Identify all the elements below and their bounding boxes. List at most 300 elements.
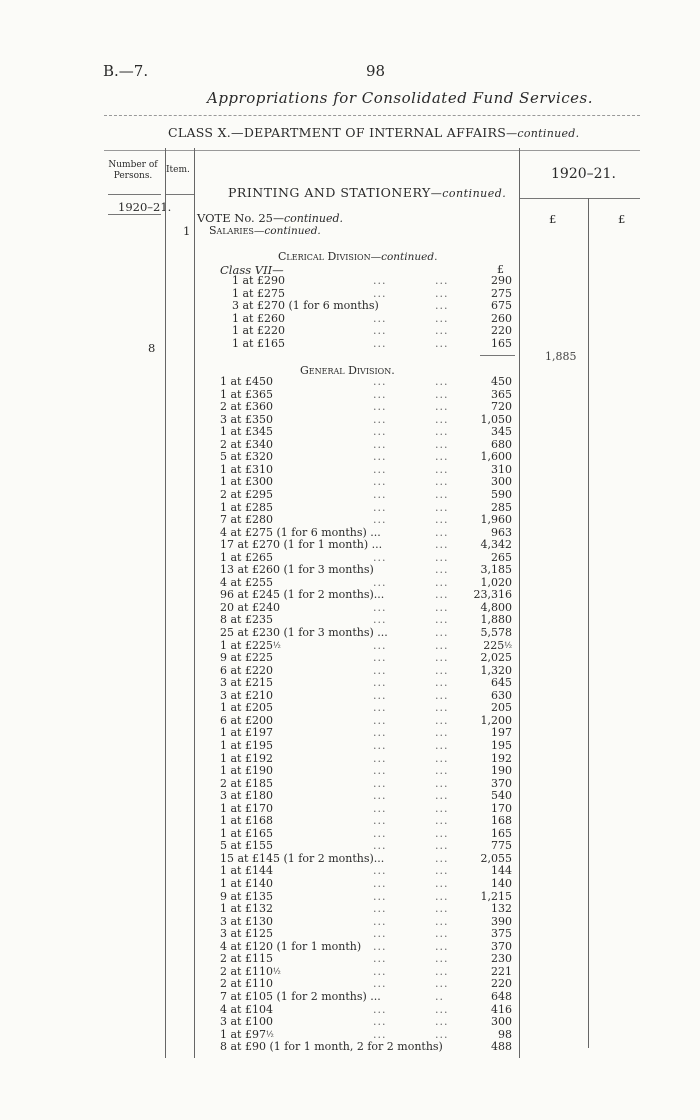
general-division-heading: General Division. <box>300 364 395 377</box>
salary-amount-value: 645 <box>491 676 512 690</box>
salary-rate-text: 1 at £197 <box>220 726 273 740</box>
salary-amount-value: 1,320 <box>480 663 512 677</box>
salary-amount <box>491 1041 512 1054</box>
leader-dots: ... <box>373 437 387 451</box>
leader-dots: ... <box>435 826 449 840</box>
salary-amount-value: 648 <box>491 989 512 1003</box>
leader-dots: ... <box>373 839 387 853</box>
leader-dots: ... <box>435 613 449 627</box>
salary-amount-value: 300 <box>491 1015 512 1029</box>
leader-dots: ... <box>435 538 449 552</box>
salary-row <box>0 828 700 841</box>
salary-amount-value: 2,025 <box>480 651 512 665</box>
salary-amount-value: 205 <box>491 701 512 715</box>
salary-row <box>0 439 700 452</box>
leader-dots: ... <box>373 939 387 953</box>
salary-row <box>0 702 700 715</box>
salary-rate-text: 1 at £310 <box>220 462 273 476</box>
salary-rate-text: 3 at £180 <box>220 789 273 803</box>
leader-dots: ... <box>435 387 449 401</box>
salary-rate-text: 1 at £275 <box>232 286 285 300</box>
salary-row <box>0 275 700 288</box>
leader-dots: ... <box>435 952 449 966</box>
salary-rate-text: 1 at £132 <box>220 902 273 916</box>
salary-rate-text: 1 at £168 <box>220 814 273 828</box>
salary-amount-value: 540 <box>491 789 512 803</box>
salary-rate-text: 25 at £230 (1 for 3 months) ... <box>220 626 388 639</box>
salary-rate-fraction: ½ <box>265 1029 274 1039</box>
salary-row <box>0 815 700 828</box>
item-heading-rule <box>166 194 194 195</box>
leader-dots: ... <box>373 814 387 828</box>
class-title-cont: —continued. <box>506 127 580 140</box>
leader-dots: ... <box>373 663 387 677</box>
salary-row <box>0 502 700 515</box>
leader-dots: ... <box>373 286 387 300</box>
salary-rate-text: 9 at £225 <box>220 651 273 665</box>
leader-dots: ... <box>373 964 387 978</box>
leader-dots: ... <box>435 437 449 451</box>
salary-row <box>0 878 700 891</box>
salary-row <box>0 313 700 326</box>
salary-rate-text: 7 at £105 (1 for 2 months) ... <box>220 989 381 1003</box>
salary-rate-text: 1 at £345 <box>220 425 273 439</box>
salary-amount-value: 5,578 <box>480 626 512 639</box>
salary-row <box>0 602 700 615</box>
leader-dots: ... <box>435 726 449 740</box>
class-title <box>168 125 579 140</box>
table-top-rule <box>104 150 640 151</box>
leader-dots: ... <box>435 550 449 564</box>
salary-row <box>0 338 700 351</box>
salary-rate-text: 17 at £270 (1 for 1 month) ... <box>220 538 383 552</box>
leader-dots: ... <box>435 311 449 325</box>
leader-dots: ... <box>435 324 449 338</box>
salary-rate-text: 1 at £225 <box>220 638 273 652</box>
leader-dots: ... <box>435 651 449 665</box>
leader-dots: ... <box>435 575 449 589</box>
leader-dots: ... <box>373 701 387 715</box>
salary-amount-value: 450 <box>491 375 512 388</box>
leader-dots: ... <box>435 776 449 790</box>
salary-rate-text: 3 at £130 <box>220 914 273 928</box>
salary-row <box>0 627 700 640</box>
clerical-division-cont: —continued. <box>370 251 438 263</box>
salary-rate-fraction: ½ <box>272 966 281 976</box>
leader-dots: ... <box>435 425 449 439</box>
salary-amount-value: 365 <box>491 387 512 401</box>
leader-dots: ... <box>373 1015 387 1029</box>
salary-rate-text: 2 at £110 <box>220 977 273 991</box>
salary-amount-value: 265 <box>491 550 512 564</box>
leader-dots: ... <box>373 889 387 903</box>
leader-dots: ... <box>373 713 387 727</box>
leader-dots: ... <box>373 738 387 752</box>
salary-rate-text: 1 at £450 <box>220 375 273 388</box>
salary-amount-value: 220 <box>491 324 512 338</box>
salary-rate-text: 4 at £104 <box>220 1002 273 1016</box>
leader-dots: ... <box>373 1002 387 1016</box>
salary-amount-value: 195 <box>491 738 512 752</box>
leader-dots: ... <box>435 977 449 991</box>
salary-amount-value: 3,185 <box>480 563 512 577</box>
number-of-persons-heading: Number of Persons. <box>108 160 158 181</box>
salary-amount-value: 23,316 <box>473 588 512 602</box>
salary-rate-text: 2 at £185 <box>220 776 273 790</box>
leader-dots: ... <box>373 462 387 476</box>
salary-amount-value: 370 <box>491 776 512 790</box>
salary-amount-value: 132 <box>491 902 512 916</box>
leader-dots: ... <box>373 902 387 916</box>
salary-row <box>0 1004 700 1017</box>
leader-dots: ... <box>435 1015 449 1029</box>
leader-dots: ... <box>435 801 449 815</box>
salary-rate-text: 3 at £350 <box>220 412 273 426</box>
leader-dots: ... <box>435 487 449 501</box>
salary-rate-text: 2 at £340 <box>220 437 273 451</box>
salary-row <box>0 953 700 966</box>
salary-amount <box>491 338 512 351</box>
salary-row <box>0 325 700 338</box>
salary-rate-text: 1 at £365 <box>220 387 273 401</box>
leader-dots: ... <box>435 914 449 928</box>
salary-amount-value: 2,055 <box>480 851 512 865</box>
leader-dots: ... <box>373 475 387 489</box>
salary-amount-value: 345 <box>491 425 512 439</box>
salary-rate-text: 8 at £90 (1 for 1 month, 2 for 2 months) <box>220 1040 443 1054</box>
salary-row <box>0 677 700 690</box>
leader-dots: ... <box>435 964 449 978</box>
leader-dots: ... <box>373 877 387 890</box>
year-heading: 1920–21. <box>551 166 616 182</box>
persons-year-rule <box>108 214 161 215</box>
salary-row <box>0 753 700 766</box>
leader-dots: ... <box>373 676 387 690</box>
salary-row <box>0 414 700 427</box>
salaries-heading <box>209 224 321 237</box>
header-rule <box>104 115 640 116</box>
leader-dots: ... <box>435 462 449 476</box>
salary-row <box>0 778 700 791</box>
leader-dots: ... <box>435 889 449 903</box>
salary-rate-text: 2 at £295 <box>220 487 273 501</box>
salary-amount-value: 1,050 <box>480 412 512 426</box>
leader-dots: ... <box>435 764 449 778</box>
salary-row <box>0 401 700 414</box>
leader-dots: ... <box>435 450 449 464</box>
clerical-subtotal-rule <box>480 355 515 356</box>
salary-amount-value: 720 <box>491 400 512 414</box>
salaries-cont: —continued. <box>253 225 321 237</box>
leader-dots: .. <box>435 989 444 1003</box>
leader-dots: ... <box>373 638 387 652</box>
salary-row <box>0 589 700 602</box>
vote-cont: —continued. <box>272 212 344 225</box>
salary-amount-value: 4,342 <box>480 538 512 552</box>
salary-row <box>0 853 700 866</box>
item-number: 1 <box>183 224 191 238</box>
salary-amount-value: 98 <box>498 1027 512 1041</box>
leader-dots: ... <box>373 375 387 388</box>
salary-amount-value: 144 <box>491 864 512 878</box>
salary-row <box>0 1016 700 1029</box>
salary-rate-text: 4 at £275 (1 for 6 months) ... <box>220 525 381 539</box>
salary-amount-value: 260 <box>491 311 512 325</box>
leader-dots: ... <box>435 400 449 414</box>
leader-dots: ... <box>435 751 449 765</box>
salary-amount-value: 170 <box>491 801 512 815</box>
salary-rate-text: 3 at £125 <box>220 927 273 941</box>
leader-dots: ... <box>435 412 449 426</box>
leader-dots: ... <box>373 789 387 803</box>
salary-rate-text: 1 at £205 <box>220 701 273 715</box>
salary-amount-value: 165 <box>491 826 512 840</box>
salary-rate-text: 15 at £145 (1 for 2 months)... <box>220 851 385 865</box>
persons-year-label: 1920–21. <box>118 200 172 214</box>
clerical-division-heading <box>278 250 437 263</box>
leader-dots: ... <box>373 726 387 740</box>
leader-dots: ... <box>373 274 387 287</box>
salary-rate-text: 1 at £265 <box>220 550 273 564</box>
salary-rate-text: 1 at £140 <box>220 877 273 890</box>
salary-rate-text: 20 at £240 <box>220 600 280 614</box>
salary-rate-text: 2 at £110 <box>220 964 273 978</box>
salary-row <box>0 1041 700 1054</box>
salary-amount-value: 390 <box>491 914 512 928</box>
salary-rate-text: 1 at £170 <box>220 801 273 815</box>
salary-amount-value: 300 <box>491 475 512 489</box>
leader-dots: ... <box>435 286 449 300</box>
salary-amount-value: 197 <box>491 726 512 740</box>
salary-rate-text: 1 at £300 <box>220 475 273 489</box>
vote-heading <box>197 211 343 225</box>
salary-amount-value: 370 <box>491 939 512 953</box>
leader-dots: ... <box>373 400 387 414</box>
salary-amount-value: 4,800 <box>480 600 512 614</box>
salary-row <box>0 564 700 577</box>
leader-dots: ... <box>373 450 387 464</box>
salary-rate-text: 13 at £260 (1 for 3 months) <box>220 563 374 577</box>
leader-dots: ... <box>435 713 449 727</box>
salary-row <box>0 966 700 979</box>
salary-rate-text: 3 at £210 <box>220 688 273 702</box>
leader-dots: ... <box>435 375 449 388</box>
salary-amount-value: 192 <box>491 751 512 765</box>
leader-dots: ... <box>373 337 387 350</box>
salary-rate-text: 96 at £245 (1 for 2 months)... <box>220 588 385 602</box>
salary-amount-value: 165 <box>491 337 512 350</box>
salary-rate-text: 6 at £200 <box>220 713 273 727</box>
salary-rate-text: 1 at £285 <box>220 500 273 514</box>
salary-rate-text: 6 at £220 <box>220 663 273 677</box>
salary-rate-fraction: ½ <box>272 640 281 650</box>
salary-rate-text: 1 at £260 <box>232 311 285 325</box>
salary-row <box>0 476 700 489</box>
clerical-persons-count: 8 <box>148 341 156 355</box>
leader-dots: ... <box>373 550 387 564</box>
section-title-main: PRINTING AND STATIONERY <box>228 185 431 200</box>
salary-row <box>0 941 700 954</box>
document-reference: B.—7. <box>103 62 149 80</box>
pound-symbol-column-1: £ <box>549 212 557 226</box>
salary-amount-value: 590 <box>491 487 512 501</box>
leader-dots: ... <box>373 387 387 401</box>
salary-amount-value: 190 <box>491 764 512 778</box>
salary-rate-text: 1 at £190 <box>220 764 273 778</box>
salary-amount-value: 225 <box>483 638 505 652</box>
leader-dots: ... <box>435 600 449 614</box>
salary-row <box>0 489 700 502</box>
salary-amount-value: 963 <box>491 525 512 539</box>
page-title: Appropriations for Consolidated Fund Services. <box>207 89 594 107</box>
salary-row <box>0 740 700 753</box>
salary-row <box>0 690 700 703</box>
leader-dots: ... <box>435 676 449 690</box>
leader-dots: ... <box>373 324 387 338</box>
salary-row <box>0 727 700 740</box>
pound-symbol-column-2: £ <box>618 212 626 226</box>
leader-dots: ... <box>373 952 387 966</box>
salary-row <box>0 376 700 389</box>
leader-dots: ... <box>435 500 449 514</box>
leader-dots: ... <box>435 337 449 350</box>
leader-dots: ... <box>435 902 449 916</box>
number-heading-rule <box>108 194 161 195</box>
salary-row <box>0 539 700 552</box>
salary-row <box>0 300 700 313</box>
salary-amount-value: 675 <box>491 299 512 313</box>
leader-dots: ... <box>373 500 387 514</box>
salary-row <box>0 891 700 904</box>
salary-rate-text: 4 at £120 (1 for 1 month) <box>220 939 362 953</box>
salary-amount-value: 310 <box>491 462 512 476</box>
clerical-subtotal: 1,885 <box>545 350 577 363</box>
salary-row <box>0 790 700 803</box>
pound-symbol-amount-column: £ <box>497 263 504 276</box>
leader-dots: ... <box>373 412 387 426</box>
leader-dots: ... <box>373 1027 387 1041</box>
leader-dots: ... <box>373 764 387 778</box>
salary-rate-text: 1 at £144 <box>220 864 273 878</box>
leader-dots: ... <box>435 927 449 941</box>
salary-amount-value: 1,880 <box>480 613 512 627</box>
page-number: 98 <box>366 62 386 80</box>
leader-dots: ... <box>373 487 387 501</box>
salary-rate-text: 3 at £215 <box>220 676 273 690</box>
salary-amount-value: 285 <box>491 500 512 514</box>
leader-dots: ... <box>435 638 449 652</box>
leader-dots: ... <box>435 851 449 865</box>
leader-dots: ... <box>435 663 449 677</box>
salary-amount-value: 1,215 <box>480 889 512 903</box>
leader-dots: ... <box>373 613 387 627</box>
leader-dots: ... <box>435 1027 449 1041</box>
leader-dots: ... <box>435 525 449 539</box>
salary-rate-text: 1 at £290 <box>232 274 285 287</box>
salary-amount-value: 275 <box>491 286 512 300</box>
salary-amount-value: 290 <box>491 274 512 287</box>
salary-row <box>0 389 700 402</box>
year-heading-rule <box>520 198 640 199</box>
salary-rate-text: 1 at £165 <box>232 337 285 350</box>
leader-dots: ... <box>435 814 449 828</box>
salary-amount-value: 1,200 <box>480 713 512 727</box>
leader-dots: ... <box>373 801 387 815</box>
leader-dots: ... <box>373 914 387 928</box>
salary-rate-text: 8 at £235 <box>220 613 273 627</box>
leader-dots: ... <box>435 1002 449 1016</box>
leader-dots: ... <box>373 776 387 790</box>
salary-row <box>0 665 700 678</box>
leader-dots: ... <box>435 839 449 853</box>
leader-dots: ... <box>435 563 449 577</box>
salary-rate-text: 5 at £155 <box>220 839 273 853</box>
salary-row <box>0 426 700 439</box>
leader-dots: ... <box>373 311 387 325</box>
salary-row <box>0 991 700 1004</box>
section-title-cont: —continued. <box>430 187 507 200</box>
salary-rate-text: 1 at £192 <box>220 751 273 765</box>
leader-dots: ... <box>435 789 449 803</box>
salary-rate-text: 1 at £165 <box>220 826 273 840</box>
salary-rate-text: 3 at £270 (1 for 6 months) <box>232 299 379 313</box>
salary-rate-text: 7 at £280 <box>220 513 273 527</box>
salary-amount-fraction: ½ <box>504 640 512 650</box>
salary-rate-text: 3 at £100 <box>220 1015 273 1029</box>
leader-dots: ... <box>373 927 387 941</box>
salary-row <box>0 652 700 665</box>
leader-dots: ... <box>373 425 387 439</box>
section-title <box>228 185 506 200</box>
salary-amount-value: 630 <box>491 688 512 702</box>
leader-dots: ... <box>373 651 387 665</box>
salary-row <box>0 916 700 929</box>
leader-dots: ... <box>435 688 449 702</box>
leader-dots: ... <box>435 877 449 890</box>
salaries-label: Salaries <box>209 224 254 237</box>
leader-dots: ... <box>435 626 449 639</box>
salary-amount-value: 416 <box>491 1002 512 1016</box>
salary-amount-value: 1,020 <box>480 575 512 589</box>
salary-rate-text: 1 at £220 <box>232 324 285 338</box>
salary-rate-text: 1 at £97 <box>220 1027 266 1041</box>
salary-rate-text: 4 at £255 <box>220 575 273 589</box>
salary-amount-value: 140 <box>491 877 512 890</box>
clerical-division-label: Clerical Division <box>278 250 371 263</box>
leader-dots: ... <box>373 826 387 840</box>
leader-dots: ... <box>435 299 449 313</box>
salary-amount-value: 488 <box>491 1040 512 1054</box>
leader-dots: ... <box>373 513 387 527</box>
salary-row <box>0 715 700 728</box>
leader-dots: ... <box>435 701 449 715</box>
salary-amount-value: 230 <box>491 952 512 966</box>
leader-dots: ... <box>435 939 449 953</box>
salary-amount-value: 1,960 <box>480 513 512 527</box>
leader-dots: ... <box>373 751 387 765</box>
leader-dots: ... <box>373 600 387 614</box>
salary-rate-label <box>232 338 285 351</box>
salary-row <box>0 464 700 477</box>
salary-amount-value: 168 <box>491 814 512 828</box>
leader-dots: ... <box>435 864 449 878</box>
leader-dots: ... <box>373 575 387 589</box>
class-title-main: CLASS X.—DEPARTMENT OF INTERNAL AFFAIRS <box>168 125 507 140</box>
leader-dots: ... <box>435 475 449 489</box>
salary-amount-value: 1,600 <box>480 450 512 464</box>
salary-amount-value: 775 <box>491 839 512 853</box>
salary-amount-value: 375 <box>491 927 512 941</box>
